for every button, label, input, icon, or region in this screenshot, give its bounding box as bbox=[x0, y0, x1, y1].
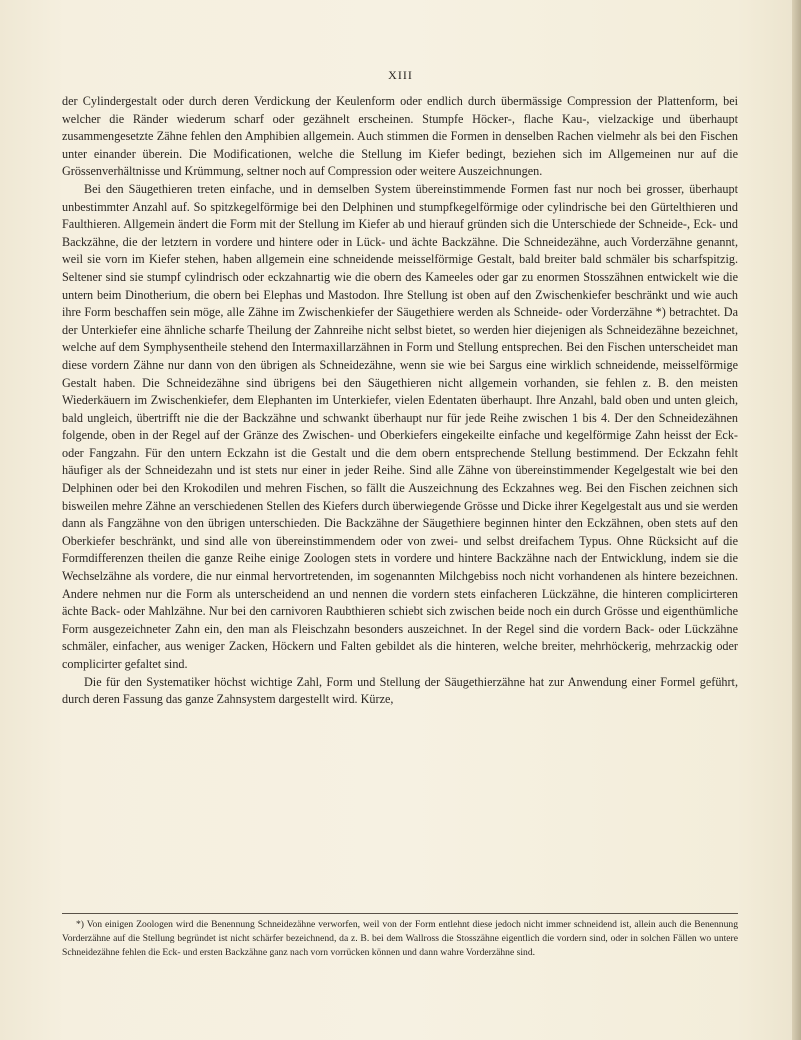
footnote-text: *) Von einigen Zoologen wird die Benennung Schneidezähne verworfen, weil von der Form entlehnt diese jedoch nicht immer schneidend ist, allein auch die Benennung Vorderzähne auf die Stellung begründet ist nicht schärfer bezeichnend, da z. B. bei dem Wallross die Stosszähne eigentlich die vordern sind, oder in solchen Fällen wo untere Schneidezähne fehlen die Eck- und ersten Backzähne ganz nach vorn vorrücken können und dann wahre Vorderzähne sind. bbox=[62, 919, 738, 958]
page-edge bbox=[792, 0, 801, 1040]
footnote bbox=[62, 918, 738, 959]
paragraph-2: Bei den Säugethieren treten einfache, und in demselben System übereinstimmende Formen fast nur noch bei grosser, überhaupt unbestimmter Anzahl auf. So spitzkegelförmige bei den Delphinen und stumpfkegelförmige oder cylindrische bei den Gürtelthieren und Faulthieren. Allgemein ändert die Form mit der Stellung im Kiefer ab und hierauf gründen sich die Unterschiede der Schneide-, Eck- und Backzähne, die der letztern in vordere und hintere oder in Lück- und ächte Backzähne. Die Schneidezähne, auch Vorderzähne genannt, weil sie vorn im Kiefer stehen, haben allgemein eine schneidende meisselförmige Gestalt, bald breiter bald schmäler bis scharfspitzig. Seltener sind sie stumpf cylindrisch oder eckzahnartig wie die obern des Kameeles oder gar zu enormen Stosszähnen entwickelt wie die untern beim Dinotherium, die obern bei Elephas und Mastodon. Ihre Stellung ist oben auf den Zwischenkiefer beschränkt und wie auch ihre Form beschaffen sein möge, alle Zähne im Zwischenkiefer der Säugethiere werden als Schneide- oder Vorderzähne *) betrachtet. Da der Unterkiefer eine ähnliche scharfe Theilung der Zahnreihe nicht selbst bietet, so werden hier diejenigen als Schneidezähne bezeichnet, welche auf dem Symphysentheile stehend den Intermaxillarzähnen in Form und Stellung entsprechen. Bei den Fischen unterscheidet man diese vordern Zähne nur dann von den übrigen als Schneidezähne, wenn sie wie bei Sargus eine wirklich schneidende, meisselförmige Gestalt haben. Die Schneidezähne sind übrigens bei den Säugethieren nicht allgemein vorhanden, sie fehlen z. B. den meisten Wiederkäuern im Zwischenkiefer, dem Elephanten im Unterkiefer, vielen Edentaten überhaupt. Ihre Anzahl, bald oben und unten gleich, bald ungleich, übertrifft nie die der Backzähne und schwankt überhaupt nur für jede Reihe zwischen 1 bis 4. Der den Schneidezähnen folgende, oben in der Regel auf der Gränze des Zwischen- und Oberkiefers eingekeilte einfache und kegelförmige Zahn heisst der Eck- oder Fangzahn. Für den untern Eckzahn ist die Gestalt und die dem obern entsprechende Stellung bestimmend. Der Eckzahn fehlt häufiger als der Schneidezahn und ist stets nur einer in jeder Reihe. Sind alle Zähne von übereinstimmender Kegelgestalt wie bei den Delphinen oder bei den Krokodilen und mehren Fischen, so fällt die Auszeichnung des Eckzahnes weg. Bei den Fischen zeichnen sich bisweilen mehre Zähne an verschiedenen Stellen des Kiefers durch überwiegende Grösse und Dicke ihrer Kegelgestalt aus und sie werden dann als Fangzähne von den übrigen unterschieden. Die Backzähne der Säugethiere beginnen hinter den Eckzähnen, oben stets auf den Oberkiefer beschränkt, und sind alle von übereinstimmendem oder von zwei- und selbst dreifachem Typus. Ohne Rücksicht auf die Formdifferenzen theilen die ganze Reihe einige Zoologen stets in vordere und hintere Backzähne nach der Entwicklung, indem sie die Wechselzähne als vordere, die nur einmal hervortretenden, im sogenannten Milchgebiss noch nicht vorhandenen als hintere bezeichnen. Andere nehmen nur die Form als unterscheidend an und nennen die vordern stets einfacheren Lückzähne, die hinteren complicirteren ächte Back- oder Mahlzähne. Nur bei den carnivoren Raubthieren schiebt sich zwischen beide noch ein durch Grösse und eigenthümliche Form ausgezeichneter Zahn ein, den man als Fleischzahn besonders auszeichnet. In der Regel sind die vordern Back- oder Lückzähne schmäler, einfacher, aus weniger Zacken, Höckern und Falten gebildet als die hinteren, welche breiter, mehrhöckerig, mehrzackig oder complicirter gefaltet sind. bbox=[62, 181, 738, 671]
main-text bbox=[62, 93, 738, 709]
paragraph-3: Die für den Systematiker höchst wichtige Zahl, Form und Stellung der Säugethierzähne hat zur Anwendung einer Formel geführt, durch deren Fassung das ganze Zahnsystem dargestellt wird. Kürze, bbox=[62, 674, 738, 707]
page-number: XIII bbox=[388, 68, 413, 82]
footnote-rule bbox=[62, 913, 738, 914]
paragraph-1: der Cylindergestalt oder durch deren Verdickung der Keulenform oder endlich durch übermässige Compression der Plattenform, bei welcher die Ränder wiederum scharf oder gezähnelt erscheinen. Stumpfe Höcker-, flache Kau-, vielzackige und überhaupt zusammengesetzte Zähne fehlen den Amphibien allgemein. Auch stimmen die Formen in denselben Rachen vielmehr als bei den Fischen unter einander überein. Die Modificationen, welche die Stellung im Kiefer bedingt, beziehen sich im Allgemeinen nur auf die Grössenverhältnisse und Krümmung, seltner noch auf Compression oder weitere Auszeichnungen. bbox=[62, 94, 738, 179]
